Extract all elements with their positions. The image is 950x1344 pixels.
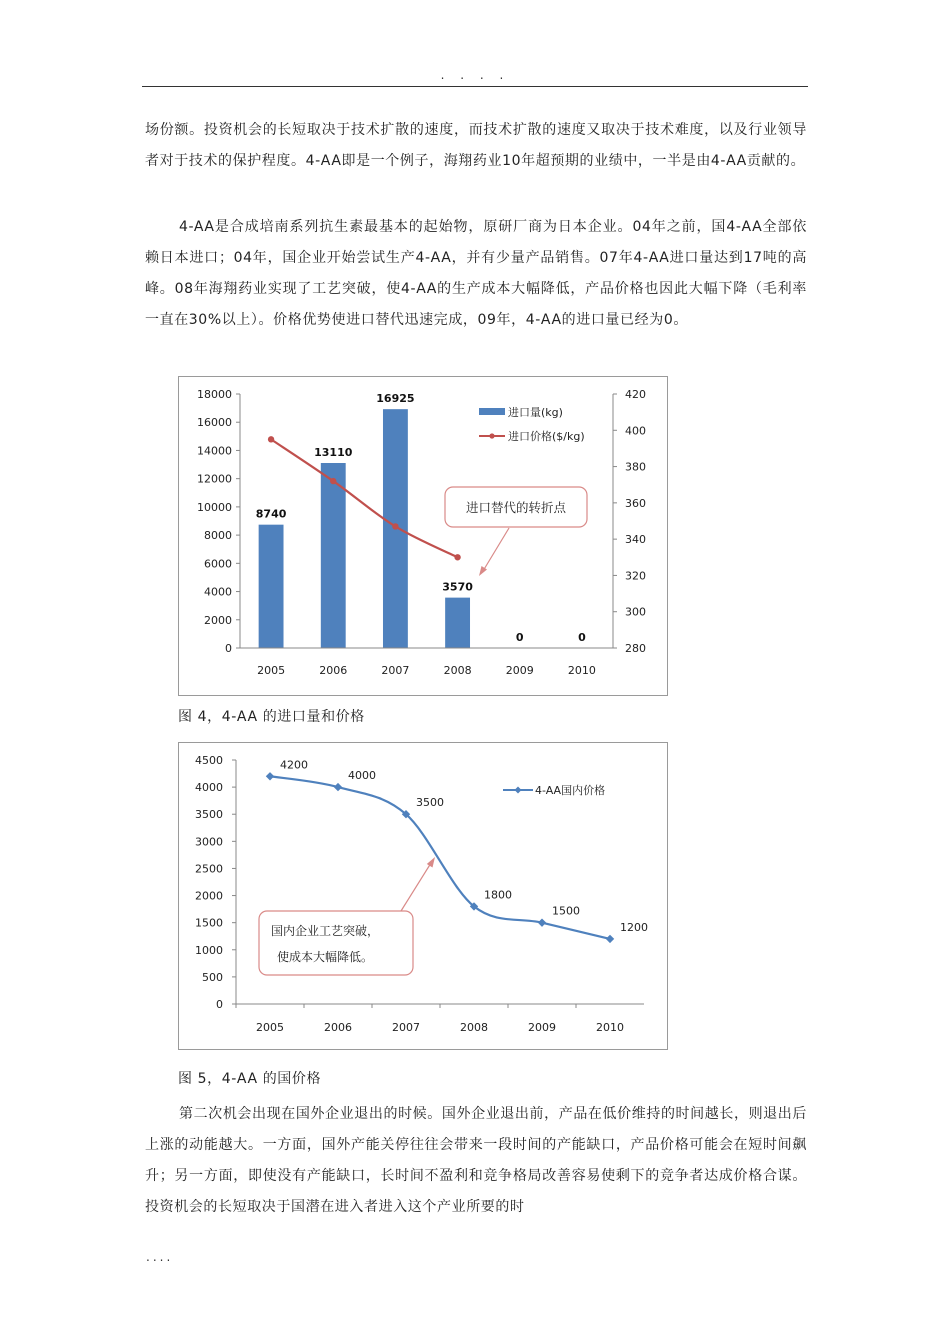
chart-import-svg [179,377,667,695]
domestic-price-label-2007: 3500 [416,796,444,810]
y-right-tick-label-1: 300 [625,605,646,619]
domestic-price-label-2009: 1500 [552,904,580,918]
chart-domestic-annotation [259,857,435,975]
x-tick-label-2006: 2006 [324,1021,352,1034]
x-tick-label-2007: 2007 [381,664,410,677]
bar-2008 [445,598,470,648]
x-tick-label-2005: 2005 [256,1021,284,1034]
bar-label-2008: 3570 [442,580,473,594]
bar-2005 [259,525,284,648]
y-left-tick-label-4: 8000 [204,529,232,543]
chart-import-legend [479,405,585,443]
annotation-arrow-head-2 [427,857,435,868]
domestic-price-label-2008: 1800 [484,888,512,902]
annotation-text-line-2: 使成本大幅降低。 [277,950,374,964]
import-price-line [271,439,458,557]
y-tick-label-1: 500 [202,970,223,984]
y-right-tick-label-0: 280 [625,642,646,655]
chart-import-annotation [445,487,587,576]
y-tick-label-9: 4500 [195,754,223,767]
x-tick-label-2005: 2005 [257,664,286,677]
y-left-tick-label-3: 6000 [204,557,232,571]
annotation-arrow-line-2 [401,863,431,911]
import-price-point-2005 [268,436,274,442]
figure-caption-5: 图 5，4-AA 的国价格 [178,1071,322,1087]
chart-import [178,376,668,696]
annotation-box-2 [259,911,413,975]
y-right-tick-label-4: 360 [625,496,646,510]
domestic-price-point-2009 [538,918,546,926]
chart-domestic [178,742,668,1050]
x-tick-label-2010: 2010 [567,664,596,677]
page-header-dots: . . . . [440,68,510,82]
y-tick-label-8: 4000 [195,781,223,795]
x-tick-label-2008: 2008 [443,664,472,677]
x-tick-label-2009: 2009 [505,664,534,677]
legend-label-domestic: 4-AA国内价格 [535,784,606,797]
y-left-tick-label-5: 10000 [197,500,232,514]
y-left-tick-label-6: 12000 [197,472,232,486]
domestic-price-label-2010: 1200 [620,920,648,934]
chart-domestic-svg [179,743,667,1049]
chart-domestic-legend [503,783,605,797]
bar-label-2006: 13110 [314,446,353,460]
y-right-tick-label-3: 340 [625,533,646,547]
legend-swatch-import-volume [479,408,505,415]
y-tick-label-2: 1000 [195,943,223,957]
bar-label-2009: 0 [515,631,524,644]
y-tick-label-6: 3000 [195,835,223,849]
x-tick-label-2009: 2009 [528,1021,556,1034]
annotation-arrow-line [483,528,509,571]
domestic-price-label-2006: 4000 [348,769,376,783]
bar-label-2005: 8740 [255,507,287,521]
header-rule [142,86,808,87]
figure-caption-4: 图 4，4-AA 的进口量和价格 [178,709,365,725]
legend-marker-domestic [515,787,522,794]
domestic-price-point-2010 [606,935,614,943]
y-right-tick-label-2: 320 [625,569,646,583]
y-left-tick-label-1: 2000 [204,613,232,627]
paragraph-3: 第二次机会出现在国外企业退出的时候。国外企业退出前，产品在低价维持的时间越长，则退出后上涨的动能越大。一方面，国外产能关停往往会带来一段时间的产能缺口，产品价格可能会在短时间飙升；另一方面，即使没有产能缺口，长时间不盈利和竞争格局改善容易使剩下的竞争者达成价格合谋。投资机会的长短取决于国潜在进入者进入这个产业所要的时 [145,1106,807,1215]
y-tick-label-3: 1500 [195,916,223,930]
paragraph-1: 场份额。投资机会的长短取决于技术扩散的速度，而技术扩散的速度又取决于技术难度，以及行业领导者对于技术的保护程度。4-AA即是一个例子，海翔药业10年超预期的业绩中，一半是由4-AA贡献的。 [145,122,807,169]
x-tick-label-2010: 2010 [596,1021,624,1034]
page-footer-dots: .... [146,1250,174,1264]
legend-label-import-price: 进口价格($/kg) [508,430,585,443]
import-price-point-2006 [330,478,336,484]
legend-label-import-volume: 进口量(kg) [508,406,563,419]
annotation-text-line-1: 国内企业工艺突破， [271,924,380,938]
y-left-tick-label-0: 0 [225,642,232,655]
y-left-tick-label-8: 16000 [197,416,232,430]
y-tick-label-4: 2000 [195,889,223,903]
y-left-tick-label-9: 18000 [197,388,232,401]
bar-label-2010: 0 [578,631,586,644]
legend-marker-import-price [489,433,494,438]
bar-label-2007: 16925 [376,392,415,406]
domestic-price-label-2005: 4200 [280,758,308,772]
y-left-tick-label-2: 4000 [204,585,232,599]
x-tick-label-2006: 2006 [319,664,348,677]
annotation-text: 进口替代的转折点 [465,500,567,515]
y-right-tick-label-7: 420 [625,388,646,401]
import-price-point-2007 [392,523,398,529]
y-tick-label-0: 0 [216,998,223,1011]
y-right-tick-label-5: 380 [625,460,646,474]
y-left-tick-label-7: 14000 [197,444,232,458]
y-right-tick-label-6: 400 [625,424,646,438]
y-tick-label-5: 2500 [195,862,223,876]
import-price-point-2008 [454,554,460,560]
x-tick-label-2007: 2007 [392,1021,420,1034]
paragraph-2: 4-AA是合成培南系列抗生素最基本的起始物，原研厂商为日本企业。04年之前，国4-AA全部依赖日本进口；04年，国企业开始尝试生产4-AA，并有少量产品销售。07年4-AA进口量达到17吨的高峰。08年海翔药业实现了工艺突破，使4-AA的生产成本大幅降低，产品价格也因此大幅下降（毛利率一直在30%以上）。价格优势使进口替代迅速完成，09年，4-AA的进口量已经为0。 [145,219,807,328]
domestic-price-point-2006 [334,783,342,791]
y-tick-label-7: 3500 [195,808,223,822]
x-tick-label-2008: 2008 [460,1021,488,1034]
domestic-price-point-2005 [266,772,274,780]
bar-2006 [321,463,346,648]
